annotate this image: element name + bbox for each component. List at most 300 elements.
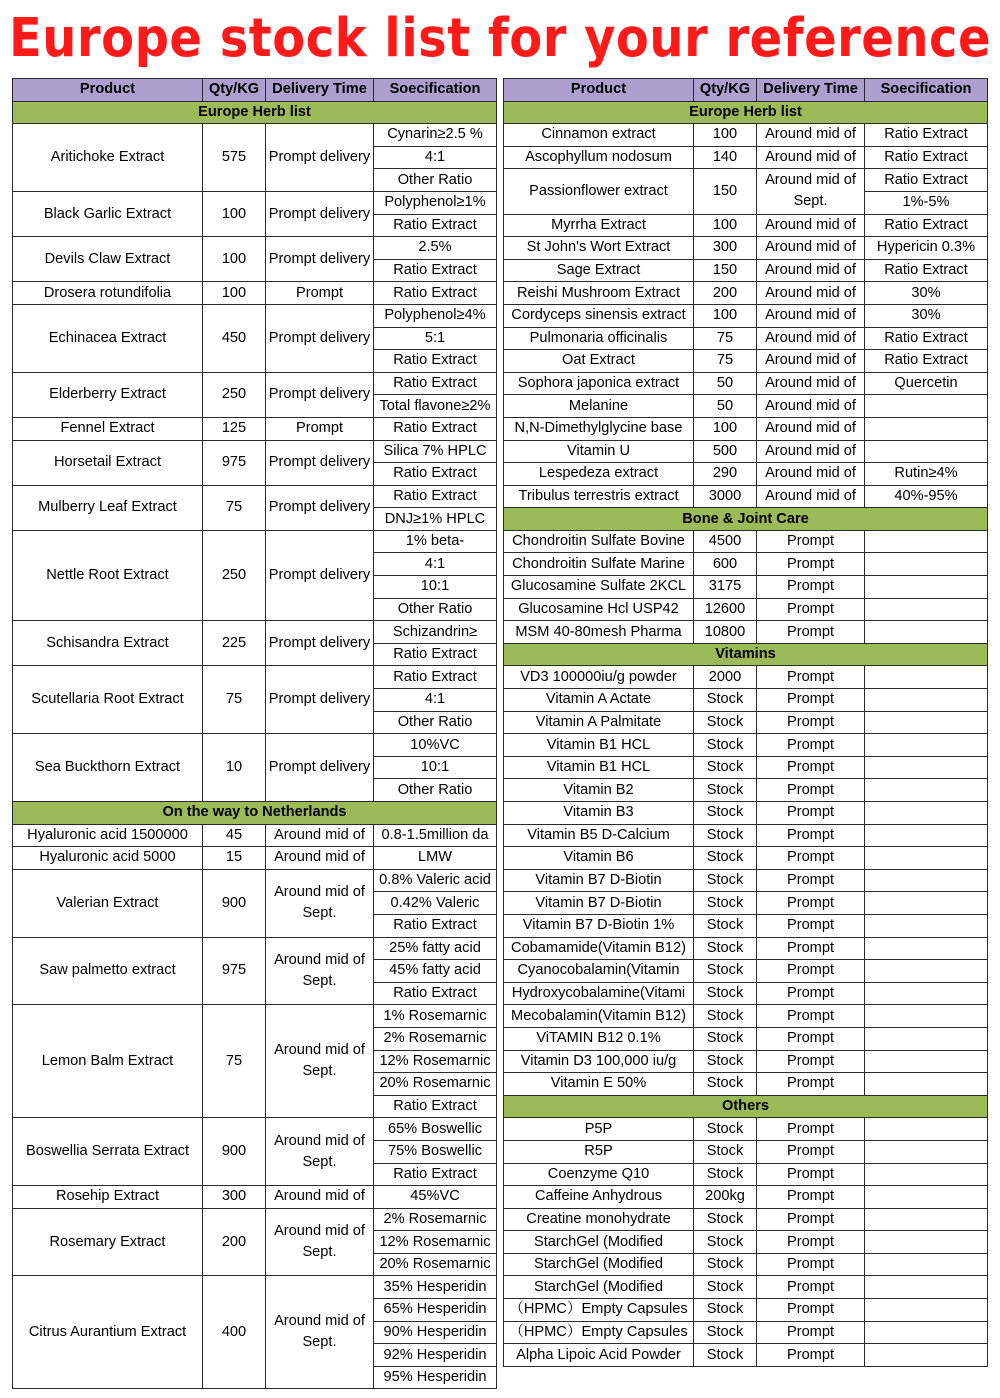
table-row <box>504 282 988 305</box>
qty-cell: Stock <box>694 892 757 915</box>
product-cell: Alpha Lipoic Acid Powder <box>504 1344 694 1367</box>
table-row <box>13 530 497 553</box>
qty-cell: Stock <box>694 1208 757 1231</box>
qty-cell: Stock <box>694 1344 757 1367</box>
specification-cell <box>865 1253 988 1276</box>
delivery-cell: Around mid of <box>757 124 865 147</box>
product-cell: Ascophyllum nodosum <box>504 146 694 169</box>
delivery-cell: Prompt <box>757 1118 865 1141</box>
specification-cell: Ratio Extract <box>374 982 497 1005</box>
table-row <box>504 440 988 463</box>
column-header-qty: Qty/KG <box>694 79 757 102</box>
qty-cell: Stock <box>694 1276 757 1299</box>
specification-cell: Other Ratio <box>374 169 497 192</box>
delivery-cell: Around mid of Sept. <box>266 1276 374 1389</box>
specification-cell <box>865 1299 988 1322</box>
table-row <box>504 847 988 870</box>
column-header-specification: Soecification <box>865 79 988 102</box>
table-row <box>504 1118 988 1141</box>
specification-cell <box>865 960 988 983</box>
specification-cell: Ratio Extract <box>865 169 988 192</box>
product-cell: Creatine monohydrate <box>504 1208 694 1231</box>
table-row <box>504 937 988 960</box>
product-cell: Rosehip Extract <box>13 1186 203 1209</box>
table-row <box>504 869 988 892</box>
product-cell: Passionflower extract <box>504 169 694 214</box>
delivery-cell: Prompt <box>757 869 865 892</box>
table-row <box>13 124 497 147</box>
specification-cell: 90% Hesperidin <box>374 1321 497 1344</box>
qty-cell: Stock <box>694 824 757 847</box>
specification-cell: 65% Hesperidin <box>374 1299 497 1322</box>
specification-cell <box>865 1344 988 1367</box>
specification-cell: 45%VC <box>374 1186 497 1209</box>
product-cell: P5P <box>504 1118 694 1141</box>
specification-cell: Ratio Extract <box>865 327 988 350</box>
delivery-cell: Prompt <box>757 892 865 915</box>
qty-cell: 10800 <box>694 621 757 644</box>
specification-cell <box>865 395 988 418</box>
delivery-cell: Prompt <box>757 847 865 870</box>
table-row <box>504 960 988 983</box>
specification-cell: 2.5% <box>374 237 497 260</box>
delivery-cell: Prompt <box>757 1005 865 1028</box>
section-title: Others <box>504 1095 988 1118</box>
table-row <box>504 982 988 1005</box>
specification-cell <box>865 1027 988 1050</box>
table-row <box>504 237 988 260</box>
product-cell: Echinacea Extract <box>13 304 203 372</box>
specification-cell: Rutin≥4% <box>865 463 988 486</box>
table-row <box>504 395 988 418</box>
table-row <box>504 756 988 779</box>
table-row <box>504 463 988 486</box>
delivery-cell: Prompt delivery <box>266 372 374 417</box>
section-title: On the way to Netherlands <box>13 802 497 825</box>
specification-cell: Ratio Extract <box>374 914 497 937</box>
specification-cell: Other Ratio <box>374 598 497 621</box>
table-row <box>13 1118 497 1141</box>
qty-cell: 300 <box>203 1186 266 1209</box>
product-cell: Devils Claw Extract <box>13 237 203 282</box>
specification-cell: 12% Rosemarnic <box>374 1050 497 1073</box>
delivery-cell: Prompt <box>757 576 865 599</box>
table-row <box>504 779 988 802</box>
product-cell: Pulmonaria officinalis <box>504 327 694 350</box>
product-cell: Vitamin B6 <box>504 847 694 870</box>
delivery-cell: Around mid of Sept. <box>266 1208 374 1276</box>
product-cell: MSM 40-80mesh Pharma <box>504 621 694 644</box>
qty-cell: Stock <box>694 1163 757 1186</box>
product-cell: Glucosamine Hcl USP42 <box>504 598 694 621</box>
delivery-cell: Prompt <box>757 598 865 621</box>
specification-cell <box>865 576 988 599</box>
delivery-cell: Around mid of <box>757 327 865 350</box>
specification-cell: Cynarin≥2.5 % <box>374 124 497 147</box>
product-cell: Lespedeza extract <box>504 463 694 486</box>
table-row <box>13 237 497 260</box>
product-cell: Cinnamon extract <box>504 124 694 147</box>
table-row <box>504 598 988 621</box>
specification-cell: Quercetin <box>865 372 988 395</box>
delivery-cell: Prompt <box>266 417 374 440</box>
specification-cell: Hypericin 0.3% <box>865 237 988 260</box>
table-row <box>13 1186 497 1209</box>
table-row <box>13 666 497 689</box>
qty-cell: 100 <box>694 304 757 327</box>
specification-cell <box>865 1276 988 1299</box>
section-title: Europe Herb list <box>13 101 497 124</box>
table-row <box>13 847 497 870</box>
delivery-cell: Prompt <box>757 982 865 1005</box>
table-row <box>13 1208 497 1231</box>
product-cell: Boswellia Serrata Extract <box>13 1118 203 1186</box>
column-header-product: Product <box>13 79 203 102</box>
product-cell: StarchGel (Modified <box>504 1276 694 1299</box>
specification-cell: 0.42% Valeric <box>374 892 497 915</box>
specification-cell <box>865 1321 988 1344</box>
specification-cell: 12% Rosemarnic <box>374 1231 497 1254</box>
delivery-cell: Prompt <box>757 666 865 689</box>
qty-cell: 2000 <box>694 666 757 689</box>
delivery-cell: Prompt <box>757 1321 865 1344</box>
table-row <box>504 824 988 847</box>
specification-cell <box>865 1231 988 1254</box>
qty-cell: 100 <box>694 417 757 440</box>
qty-cell: 975 <box>203 937 266 1005</box>
specification-cell: 65% Boswellic <box>374 1118 497 1141</box>
specification-cell: 45% fatty acid <box>374 960 497 983</box>
specification-cell: Ratio Extract <box>865 259 988 282</box>
table-row <box>13 1005 497 1028</box>
specification-cell: Ratio Extract <box>374 1163 497 1186</box>
qty-cell: 400 <box>203 1276 266 1389</box>
table-row <box>13 372 497 395</box>
section-title: Bone & Joint Care <box>504 508 988 531</box>
specification-cell: 30% <box>865 282 988 305</box>
qty-cell: 150 <box>694 169 757 214</box>
delivery-cell: Prompt <box>757 689 865 712</box>
product-cell: VD3 100000iu/g powder <box>504 666 694 689</box>
delivery-cell: Around mid of <box>757 463 865 486</box>
specification-cell: Ratio Extract <box>865 350 988 373</box>
specification-cell <box>865 937 988 960</box>
product-cell: （HPMC）Empty Capsules <box>504 1321 694 1344</box>
qty-cell: 975 <box>203 440 266 485</box>
table-row <box>504 666 988 689</box>
specification-cell: 4:1 <box>374 146 497 169</box>
qty-cell: Stock <box>694 1005 757 1028</box>
specification-cell: 1% beta- <box>374 530 497 553</box>
qty-cell: Stock <box>694 1118 757 1141</box>
delivery-cell: Prompt <box>757 1231 865 1254</box>
qty-cell: 900 <box>203 1118 266 1186</box>
product-cell: Vitamin B1 HCL <box>504 756 694 779</box>
qty-cell: 600 <box>694 553 757 576</box>
qty-cell: Stock <box>694 937 757 960</box>
product-cell: Hyaluronic acid 1500000 <box>13 824 203 847</box>
qty-cell: 900 <box>203 869 266 937</box>
delivery-cell: Prompt <box>757 1276 865 1299</box>
delivery-cell: Prompt delivery <box>266 191 374 236</box>
specification-cell: 25% fatty acid <box>374 937 497 960</box>
specification-cell: 2% Rosemarnic <box>374 1208 497 1231</box>
specification-cell: 92% Hesperidin <box>374 1344 497 1367</box>
table-row <box>504 485 988 508</box>
delivery-cell: Prompt <box>757 824 865 847</box>
delivery-cell: Prompt delivery <box>266 440 374 485</box>
specification-cell <box>865 1163 988 1186</box>
table-row <box>504 1050 988 1073</box>
delivery-cell: Prompt delivery <box>266 666 374 734</box>
delivery-cell: Around mid of <box>757 237 865 260</box>
column-header-product: Product <box>504 79 694 102</box>
specification-cell: Ratio Extract <box>865 124 988 147</box>
section-header-row <box>504 101 988 124</box>
specification-cell <box>865 802 988 825</box>
delivery-cell: Prompt <box>757 711 865 734</box>
table-row <box>504 1344 988 1367</box>
specification-cell: Ratio Extract <box>374 417 497 440</box>
specification-cell <box>865 1050 988 1073</box>
specification-cell: Ratio Extract <box>374 666 497 689</box>
product-cell: Vitamin D3 100,000 iu/g <box>504 1050 694 1073</box>
specification-cell <box>865 598 988 621</box>
product-cell: StarchGel (Modified <box>504 1253 694 1276</box>
qty-cell: 100 <box>203 191 266 236</box>
delivery-cell: Around mid of Sept. <box>266 1005 374 1118</box>
table-row <box>504 1276 988 1299</box>
delivery-cell: Around mid of <box>757 417 865 440</box>
specification-cell: 10:1 <box>374 756 497 779</box>
delivery-cell: Prompt <box>757 1299 865 1322</box>
delivery-cell: Around mid of <box>266 1186 374 1209</box>
specification-cell <box>865 869 988 892</box>
specification-cell <box>865 666 988 689</box>
table-row <box>504 1321 988 1344</box>
product-cell: Glucosamine Sulfate 2KCL <box>504 576 694 599</box>
qty-cell: 75 <box>694 350 757 373</box>
product-cell: Vitamin E 50% <box>504 1073 694 1096</box>
specification-cell: 40%-95% <box>865 485 988 508</box>
qty-cell: 125 <box>203 417 266 440</box>
delivery-cell: Prompt <box>757 1140 865 1163</box>
product-cell: Cyanocobalamin(Vitamin <box>504 960 694 983</box>
table-row <box>504 350 988 373</box>
qty-cell: 250 <box>203 530 266 620</box>
specification-cell: Silica 7% HPLC <box>374 440 497 463</box>
specification-cell <box>865 689 988 712</box>
table-row <box>504 621 988 644</box>
delivery-cell: Around mid of <box>757 282 865 305</box>
product-cell: Aritichoke Extract <box>13 124 203 192</box>
delivery-cell: Prompt <box>757 1186 865 1209</box>
delivery-cell: Prompt <box>757 914 865 937</box>
product-cell: Vitamin A Palmitate <box>504 711 694 734</box>
table-row <box>13 417 497 440</box>
specification-cell: Other Ratio <box>374 711 497 734</box>
specification-cell: Ratio Extract <box>374 372 497 395</box>
delivery-cell: Prompt delivery <box>266 530 374 620</box>
header-row <box>13 79 497 102</box>
table-row <box>13 824 497 847</box>
qty-cell: 200kg <box>694 1186 757 1209</box>
qty-cell: Stock <box>694 1027 757 1050</box>
delivery-cell: Prompt <box>757 1050 865 1073</box>
qty-cell: Stock <box>694 1050 757 1073</box>
delivery-cell: Around mid of Sept. <box>757 169 865 214</box>
delivery-cell: Prompt delivery <box>266 485 374 530</box>
product-cell: （HPMC）Empty Capsules <box>504 1299 694 1322</box>
specification-cell: 4:1 <box>374 689 497 712</box>
table-row <box>13 621 497 644</box>
qty-cell: 75 <box>203 485 266 530</box>
table-row <box>504 372 988 395</box>
table-row <box>504 689 988 712</box>
qty-cell: Stock <box>694 847 757 870</box>
specification-cell: 5:1 <box>374 327 497 350</box>
specification-cell <box>865 892 988 915</box>
qty-cell: Stock <box>694 734 757 757</box>
specification-cell: 1% Rosemarnic <box>374 1005 497 1028</box>
product-cell: ViTAMIN B12 0.1% <box>504 1027 694 1050</box>
section-header-row <box>504 643 988 666</box>
table-row <box>504 553 988 576</box>
table-row <box>504 259 988 282</box>
specification-cell <box>865 1140 988 1163</box>
specification-cell <box>865 847 988 870</box>
qty-cell: 575 <box>203 124 266 192</box>
qty-cell: 250 <box>203 372 266 417</box>
specification-cell: Ratio Extract <box>374 1095 497 1118</box>
product-cell: Hyaluronic acid 5000 <box>13 847 203 870</box>
product-cell: St John's Wort Extract <box>504 237 694 260</box>
delivery-cell: Prompt <box>757 960 865 983</box>
delivery-cell: Prompt <box>757 1027 865 1050</box>
product-cell: Sage Extract <box>504 259 694 282</box>
specification-cell <box>865 1118 988 1141</box>
product-cell: Hydroxycobalamine(Vitami <box>504 982 694 1005</box>
product-cell: Elderberry Extract <box>13 372 203 417</box>
specification-cell: 95% Hesperidin <box>374 1366 497 1389</box>
delivery-cell: Prompt <box>757 756 865 779</box>
qty-cell: 225 <box>203 621 266 666</box>
specification-cell <box>865 530 988 553</box>
specification-cell <box>865 1005 988 1028</box>
specification-cell <box>865 914 988 937</box>
delivery-cell: Around mid of <box>757 350 865 373</box>
delivery-cell: Prompt <box>757 937 865 960</box>
product-cell: Sophora japonica extract <box>504 372 694 395</box>
table-row <box>504 1253 988 1276</box>
specification-cell: Ratio Extract <box>374 282 497 305</box>
specification-cell: Ratio Extract <box>374 259 497 282</box>
specification-cell <box>865 756 988 779</box>
qty-cell: Stock <box>694 960 757 983</box>
specification-cell <box>865 1186 988 1209</box>
section-header-row <box>13 802 497 825</box>
specification-cell: Ratio Extract <box>374 214 497 237</box>
qty-cell: 75 <box>203 666 266 734</box>
specification-cell: Schizandrin≥ <box>374 621 497 644</box>
table-row <box>13 440 497 463</box>
specification-cell: 0.8-1.5million da <box>374 824 497 847</box>
table-row <box>504 214 988 237</box>
page-title: Europe stock list for your reference <box>8 6 992 70</box>
qty-cell: 500 <box>694 440 757 463</box>
product-cell: Vitamin B2 <box>504 779 694 802</box>
product-cell: Caffeine Anhydrous <box>504 1186 694 1209</box>
delivery-cell: Prompt <box>757 1344 865 1367</box>
product-cell: Drosera rotundifolia <box>13 282 203 305</box>
qty-cell: Stock <box>694 869 757 892</box>
table-row <box>13 485 497 508</box>
delivery-cell: Around mid of <box>757 440 865 463</box>
specification-cell <box>865 1073 988 1096</box>
table-row <box>504 1186 988 1209</box>
delivery-cell: Around mid of <box>266 847 374 870</box>
delivery-cell: Around mid of <box>266 824 374 847</box>
product-cell: Reishi Mushroom Extract <box>504 282 694 305</box>
delivery-cell: Prompt <box>757 779 865 802</box>
specification-cell: 4:1 <box>374 553 497 576</box>
table-row <box>504 124 988 147</box>
table-row <box>504 530 988 553</box>
product-cell: Rosemary Extract <box>13 1208 203 1276</box>
qty-cell: 50 <box>694 372 757 395</box>
product-cell: R5P <box>504 1140 694 1163</box>
qty-cell: Stock <box>694 914 757 937</box>
delivery-cell: Prompt delivery <box>266 124 374 192</box>
section-title: Vitamins <box>504 643 988 666</box>
qty-cell: Stock <box>694 802 757 825</box>
table-row <box>504 1073 988 1096</box>
specification-cell: 20% Rosemarnic <box>374 1253 497 1276</box>
qty-cell: Stock <box>694 1140 757 1163</box>
product-cell: Chondroitin Sulfate Bovine <box>504 530 694 553</box>
qty-cell: Stock <box>694 689 757 712</box>
product-cell: Cordyceps sinensis extract <box>504 304 694 327</box>
product-cell: Vitamin B7 D-Biotin <box>504 892 694 915</box>
table-row <box>504 711 988 734</box>
table-row <box>504 1231 988 1254</box>
specification-cell <box>865 824 988 847</box>
table-row <box>13 937 497 960</box>
qty-cell: 75 <box>203 1005 266 1118</box>
qty-cell: Stock <box>694 756 757 779</box>
delivery-cell: Around mid of <box>757 304 865 327</box>
product-cell: Chondroitin Sulfate Marine <box>504 553 694 576</box>
delivery-cell: Around mid of <box>757 395 865 418</box>
product-cell: Mulberry Leaf Extract <box>13 485 203 530</box>
delivery-cell: Around mid of <box>757 259 865 282</box>
delivery-cell: Prompt <box>757 1208 865 1231</box>
qty-cell: Stock <box>694 1231 757 1254</box>
product-cell: Vitamin A Actate <box>504 689 694 712</box>
qty-cell: 10 <box>203 734 266 802</box>
table-row <box>504 169 988 192</box>
specification-cell: Ratio Extract <box>865 146 988 169</box>
delivery-cell: Prompt <box>757 621 865 644</box>
delivery-cell: Prompt <box>757 553 865 576</box>
specification-cell: Ratio Extract <box>374 350 497 373</box>
qty-cell: 290 <box>694 463 757 486</box>
qty-cell: 150 <box>694 259 757 282</box>
qty-cell: 140 <box>694 146 757 169</box>
qty-cell: 300 <box>694 237 757 260</box>
qty-cell: 45 <box>203 824 266 847</box>
product-cell: Horsetail Extract <box>13 440 203 485</box>
